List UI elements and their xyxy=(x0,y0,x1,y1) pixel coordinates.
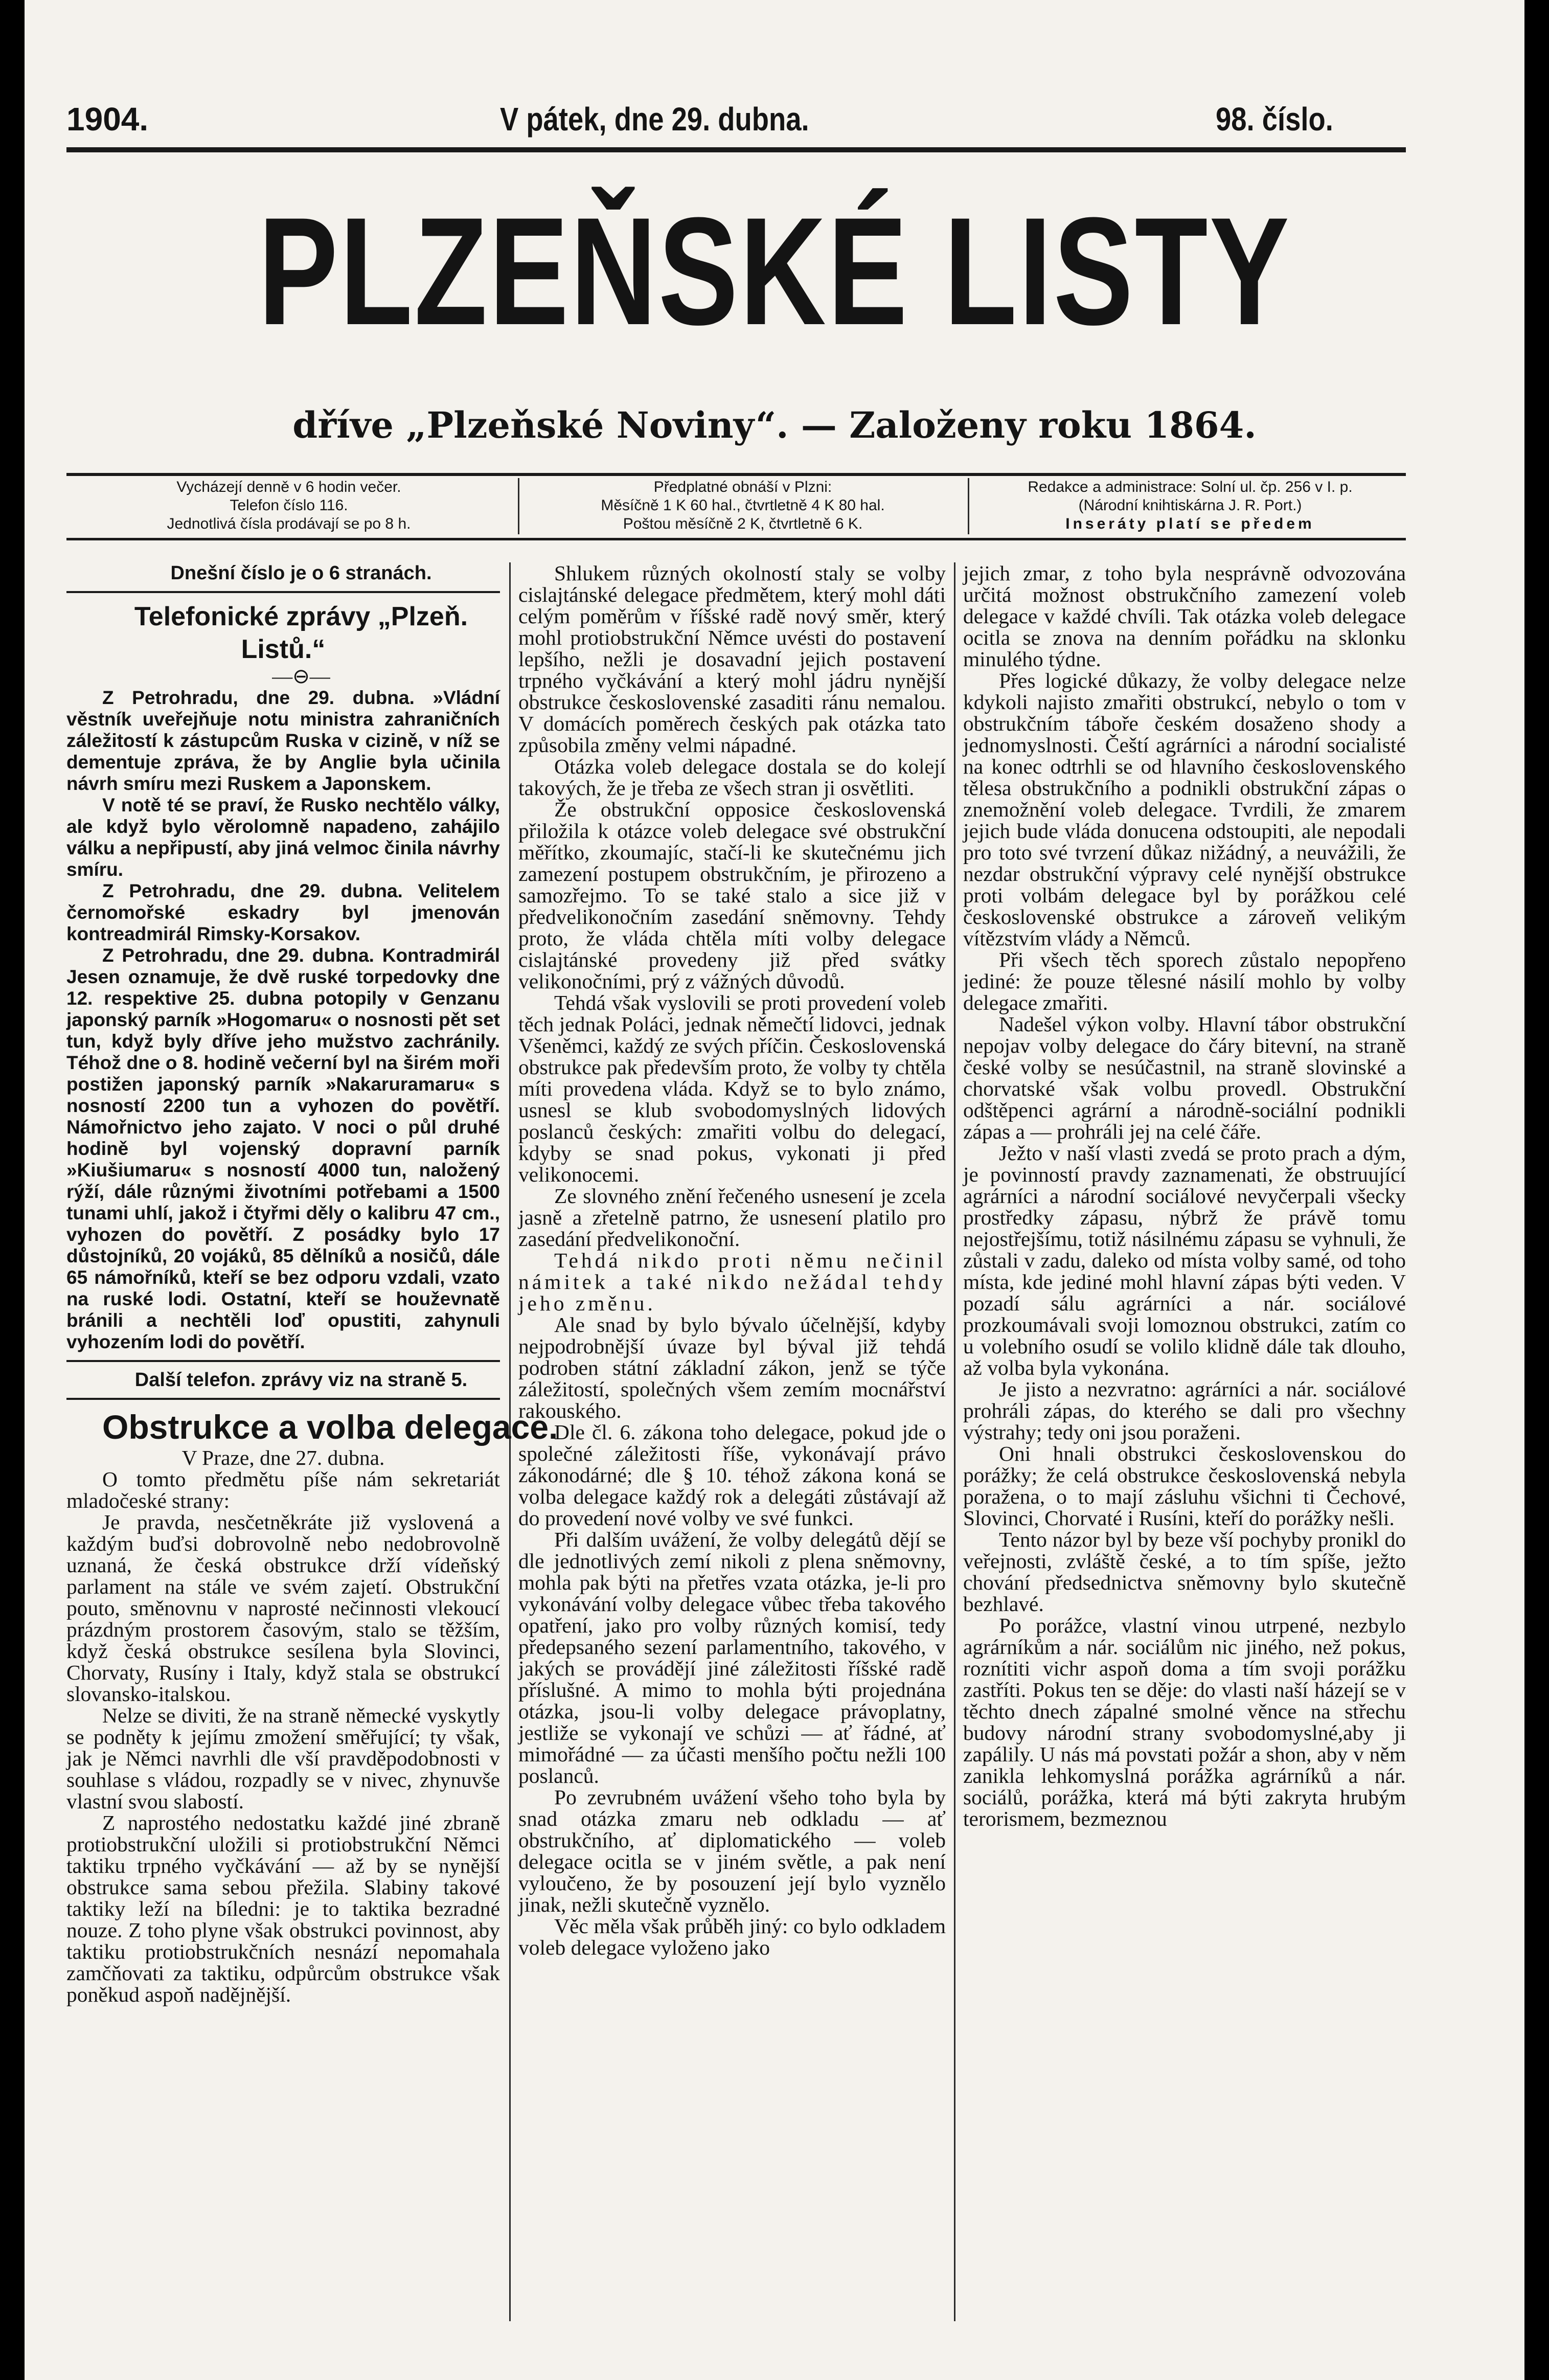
article-paragraph: Tento názor byl by beze vší pochyby pronikl do veřejnosti, zvláště české, a to tím spíše, ježto chování předsednictva sněmovny bylo skutečně bezhlavé. xyxy=(963,1528,1406,1616)
masthead-subtitle: dříve „Plzeňské Noviny“. — Založeny roku 1864. xyxy=(292,404,1257,446)
divider xyxy=(66,1398,500,1400)
masthead-title: PLZEŇSKÉ LISTY xyxy=(258,185,1291,357)
info-top-rule xyxy=(66,473,1406,476)
article-paragraph: Nelze se diviti, že na straně německé vyskytly se podněty k jejímu zmožení směřující; ty však, jak je Němci navrhli dle vší pravděpodobnosti v souhlase s vládou, rozpadly se v nivec, zhynuvše vlastní svou slabostí. xyxy=(66,1704,500,1813)
info-divider xyxy=(518,478,519,534)
info-center-line: Poštou měsíčně 2 K, čtvrtletně 6 K. xyxy=(623,515,863,532)
info-divider xyxy=(968,478,969,534)
column-2 xyxy=(518,562,946,1958)
article-paragraph: Je pravda, nesčetněkráte již vyslovená a každým buďsi dobrovolně nebo nedobrovolně uznaná, že česká obstrukce drží vídeňský parlament na stále ve svém zajetí. Obstrukční pouto, směnovnu v naprosté nečinnosti vlekoucí prázdným prostorem časovým, stalo se těžším, když česká obstrukce sesílena byla Slovinci, Chorvaty, Rusíny i Italy, když stala se obstrukcí slovansko-italskou. xyxy=(66,1510,500,1706)
telephone-news-item: Z Petrohradu, dne 29. dubna. »Vládní věstník uveřejňuje notu ministra zahraničních záležitostí k zástupcům Ruska v cizině, v níž se dementuje zpráva, že by Anglie byla učinila návrh smíru mezi Ruskem a Japonskem. xyxy=(66,687,500,794)
article-title: Obstrukce a volba delegace. xyxy=(102,1408,558,1446)
column-divider xyxy=(954,562,955,2321)
info-left xyxy=(66,478,511,533)
header-rule xyxy=(66,147,1406,152)
article-paragraph: Tehdá nikdo proti němu nečinil námitek a také nikdo nežádal tehdy jeho změnu. xyxy=(518,1249,946,1315)
info-left-line: Vycházejí denně v 6 hodin večer. xyxy=(176,479,401,495)
divider xyxy=(66,591,500,593)
article-paragraph: Dle čl. 6. zákona toho delegace, pokud jde o společné záležitosti říše, vykonávají právo zákonodárné; dle § 10. téhož zákona koná se volba delegace každý rok a delegáti zůstávají až do provedení nové volby ve své funkci. xyxy=(518,1420,946,1530)
article-paragraph: Ze slovného znění řečeného usnesení je zcela jasně a zřetelně patrno, že usnesení platilo pro zasedání předvelikonoční. xyxy=(518,1184,946,1251)
column-1 xyxy=(66,562,558,2006)
article-paragraph: Při všech těch sporech zůstalo nepopřeno jediné: že pouze tělesné násilí mohlo by volby delegace zmařiti. xyxy=(963,948,1406,1014)
newspaper-page xyxy=(25,0,1524,2380)
article-paragraph: Shlukem různých okolností staly se volby cislajtánské delegace předmětem, který mohl dáti celým poměrům v říšské radě nový směr, který mohl protiobstrukční Němce uvésti do postavení lepšího, nežli je dosavadní jejich postavení trpného vyčkávání a který mohl jádru nynější obstrukce československé zasaditi ránu nemalou. V domácích poměrech českých pak otázka tato způsobila změny velmi nápadné. xyxy=(518,561,946,757)
pages-notice: Dnešní číslo je o 6 stranách. xyxy=(170,562,432,584)
telephone-heading: Telefonické zprávy „Plzeň. Listů.“ xyxy=(134,602,468,664)
dateline: V Praze, dne 27. dubna. xyxy=(181,1446,385,1469)
info-right-line: Inseráty platí se předem xyxy=(1065,515,1315,532)
article-paragraph: Ale snad by bylo bývalo účelnější, kdyby nejpodrobnější úvaze byl býval již tehdá podroben státní základní zákon, jenž se týče záležitostí, společných všem zemím mocnářství rakouského. xyxy=(518,1313,946,1422)
info-left-line: Telefon číslo 116. xyxy=(230,497,348,514)
divider xyxy=(66,1360,500,1362)
article-paragraph: Po porážce, vlastní vinou utrpené, nezbylo agrárníkům a nár. sociálům nic jiného, než pokus, roznítiti vichr aspoň doma a tím svoji porážku zastříti. Pokus ten se děje: do vlasti naší házejí se v těchto dnech zápalné smolné věnce na střechu budovy národní strany svobodomyslné,aby ji zapálily. U nás má povstati požár a shon, aby v něm zanikla lehkomyslná porážka agrárníků a nár. sociálů, porážka, která má býti zakryta hrubým terorismem, bezmeznou xyxy=(963,1614,1406,1830)
info-right-line: (Národní knihtiskárna J. R. Port.) xyxy=(1078,497,1302,514)
info-right xyxy=(973,478,1407,533)
telephone-news-item: Z Petrohradu, dne 29. dubna. Kontradmirál Jesen oznamuje, že dvě ruské torpedovky dne 12. respektive 25. dubna potopily v Genzanu japonský parník »Hogomaru« o nosnosti pět set tun, když byly dříve jeho mužstvo zachránily. Téhož dne o 8. hodině večerní byl na širém moři postižen japonský parník »Nakaruramaru« s nosností 2200 tun a vyhozen do povětří. Námořnictvo jeho zajato. V noci o půl druhé hodině byl vojenský dopravní parník »Kiušiumaru« s nosností 4000 tun, naložený rýží, dále různými životními potřebami a 1500 tunami uhlí, jakož i čtyřmi děly o kalibru 47 cm., vyhozen do povětří. Z posádky bylo 17 důstojníků, 20 vojáků, 85 dělníků a nosičů, dále 65 námořníků, kteří se bez odporu vzdali, vzato na ruské lodi. Ostatní, kteří se houževnatě bránili a nechtěli loď opustiti, zahynuli vyhozením lodi do povětří. xyxy=(66,945,500,1352)
date: V pátek, dne 29. dubna. xyxy=(500,101,809,138)
article-paragraph: Oni hnali obstrukci československou do porážky; že celá obstrukce československá nebyla poražena, o to mají zásluhu všichni ti Čechové, Slovinci, Chorvaté i Rusíni, kteří do porážky nešli. xyxy=(963,1442,1406,1530)
article-paragraph: Tehdá však vyslovili se proti provedení voleb těch jednak Poláci, jednak němečtí lidovci, jednak Všeněmci, každý ze svých příčin. Československá obstrukce pak především proto, že volby ty chtěla míti provedena vláda. Když se to bylo známo, usnesl se klub svobodomyslných lidových poslanců českých: zmařiti volbu do delegací, kdyby se snad pokus, vykonati ji před velikonocemi. xyxy=(518,991,946,1186)
article-paragraph: Po zevrubném uvážení všeho toho byla by snad otázka zmaru neb odkladu — ať obstrukčního, ať diplomatického — voleb delegace ocitla se v jiném světle, a pak není vyloučeno, že by posouzení její bylo vyznělo jinak, nežli skutečně vyznělo. xyxy=(518,1785,946,1916)
ornament: —⊖— xyxy=(272,665,330,688)
issue-number: 98. číslo. xyxy=(1216,101,1333,138)
article-paragraph: Že obstrukční opposice československá přiložila k otázce voleb delegace své obstrukční měřítko, zkoumajíc, stačí-li ke skutečnému jich zamezení postupem obstrukčním, je přirozeno a samozřejmo. To se také stalo a sice již v předvelikonočním zasedání sněmovny. Tehdy proto, že vláda chtěla míti volby delegace cislajtánské provedeny již před svátky velikonočními, prý z vážných důvodů. xyxy=(518,798,946,993)
telephone-news-item: V notě té se praví, že Rusko nechtělo války, ale když bylo věrolomně napadeno, zahájilo válku a nepřipustí, aby jiná velmoc činila návrhy smíru. xyxy=(66,795,500,880)
article-paragraph: Je jisto a nezvratno: agrárníci a nár. sociálové prohráli zápas, do kterého se dali pro všechny výstrahy; tedy oni jsou poraženi. xyxy=(963,1377,1406,1444)
year: 1904. xyxy=(66,101,149,138)
info-center xyxy=(523,478,963,533)
info-center-line: Měsíčně 1 K 60 hal., čtvrtletně 4 K 80 hal. xyxy=(601,497,885,514)
more-telephone-notice: Další telefon. zprávy viz na straně 5. xyxy=(134,1369,468,1391)
info-center-line: Předplatné obnáší v Plzni: xyxy=(653,479,832,495)
article-paragraph: Z naprostého nedostatku každé jiné zbraně protiobstrukční uložili si protiobstrukční Němci taktiku trpného vyčkávání — až by se nynější obstrukce sama sebou přežila. Slabiny takové taktiky leží na bíledni: je to taktika bezradné nouze. Z toho plyne však obstrukci povinnost, aby taktiku protiobstrukčních nesnází nepomahala zamčňovati za taktiku, odpůrcům obstrukce však poněkud aspoň nadějnější. xyxy=(66,1811,500,2006)
info-right-line: Redakce a administrace: Solní ul. čp. 256 v I. p. xyxy=(1028,479,1353,495)
article-paragraph: Ježto v naší vlasti zvedá se proto prach a dým, je povinností pravdy zaznamenati, že obstruující agrárníci a národní sociálové nevyčerpali všecky prostředky zápasu, nýbrž že právě tomu nejostřejšímu, totiž násilnému zápasu se vyhnuli, že zůstali v zadu, daleko od místa volby samé, od toho místa, kde jediné mohl hlavní zápas býti veden. V pozadí sálu agrárníci a nár. sociálové prozkoumávali svoji lomoznou obstrukci, zatím co u volebního osudí se volilo klidně dále tak dlouho, až volba byla vykonána. xyxy=(963,1141,1406,1379)
column-3 xyxy=(963,562,1406,1829)
article-paragraph: Přes logické důkazy, že volby delegace nelze kdykoli najisto zmařiti obstrukcí, nebylo o tom v obstrukčním táboře českém dosaženo shody a jednomyslnosti. Čeští agrárníci a národní socialisté na konec odtrhli se od hlavního československého tělesa obstrukčního a podnikli obstrukční zápas o znemožnění voleb delegace. Tvrdili, že zmarem jejich bude vláda donucena odstoupiti, ale nepodali pro toto své tvrzení důkaz nižádný, a neuvážili, že nezdar obstrukční výpravy celé nynější obstrukce proti volbám delegace byl by porážkou celé československé obstrukce a zároveň velikým vítězstvím vlády a Němců. xyxy=(963,669,1406,950)
article-paragraph: Nadešel výkon volby. Hlavní tábor obstrukční nepojav volby delegace do čáry bitevní, na straně české volby se nesúčastnil, na straně slovinské a chorvatské však volbu provedl. Obstrukční odštěpenci agrární a národně-sociální podnikli zápas a — prohráli jej na celé čáře. xyxy=(963,1012,1406,1143)
info-bottom-rule xyxy=(66,538,1406,540)
info-left-line: Jednotlivá čísla prodávají se po 8 h. xyxy=(167,515,411,532)
article-intro: O tomto předmětu píše nám sekretariát mladočeské strany: xyxy=(66,1467,500,1512)
article-paragraph: jejich zmar, z toho byla nesprávně odvozována určitá možnost obstrukčního zamezení voleb delegace v každé chvíli. Tak otázka voleb delegace ocitla se znova na denním pořádku na sklonku minulého týdne. xyxy=(963,561,1406,671)
article-paragraph: Při dalším uvážení, že volby delegátů dějí se dle jednotlivých zemí nikoli z plena sněmovny, mohla pak býti na přetřes vzata otázka, je-li pro vykonávání volby delegace vůbec třeba takového opatření, jako pro volby různých komisí, tedy předepsaného sezení parlamentního, takového, v jakých se provádějí jiné záležitosti říšské radě příslušné. A mimo to mohla býti projednána otázka, jsou-li volby delegace právoplatny, jestliže se vykonají ve schůzi — ať řádné, ať mimořádné — za účasti menšího počtu nežli 100 poslanců. xyxy=(518,1528,946,1787)
article-paragraph: Otázka voleb delegace dostala se do kolejí takových, že je třeba ze všech stran ji osvětliti. xyxy=(518,755,946,800)
telephone-news-item: Z Petrohradu, dne 29. dubna. Velitelem černomořské eskadry byl jmenován kontreadmirál Rimsky-Korsakov. xyxy=(66,880,500,944)
article-paragraph: Věc měla však průběh jiný: co bylo odkladem voleb delegace vyloženo jako xyxy=(518,1914,946,1959)
